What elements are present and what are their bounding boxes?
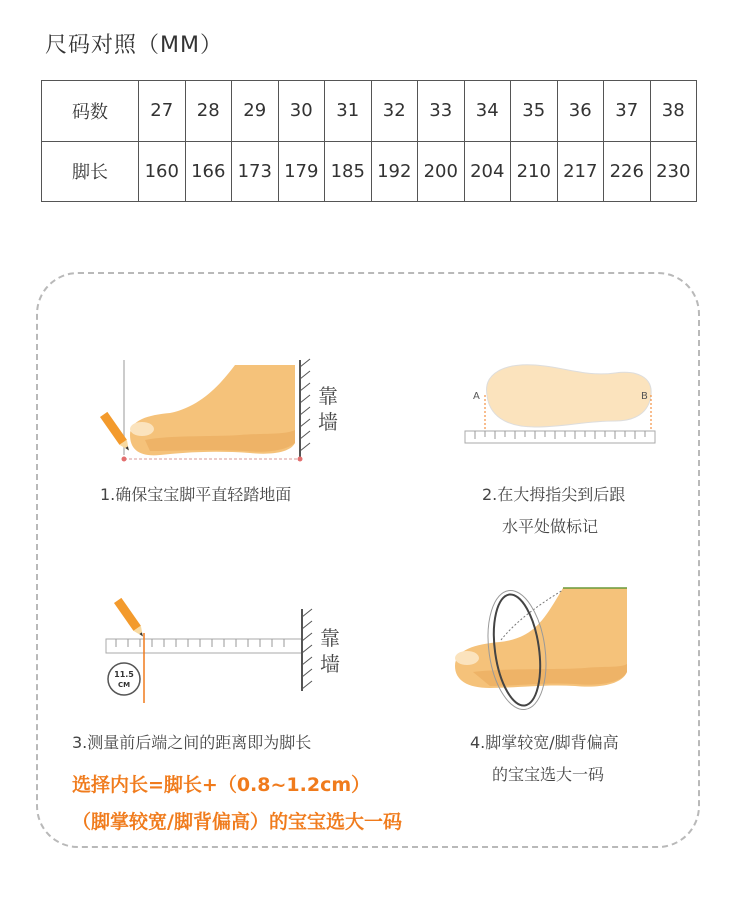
wall-label-bottom: 墙 [318,410,338,434]
length-cell: 210 [511,141,558,202]
point-b-label: B [641,391,648,402]
size-cell: 28 [185,81,232,142]
measure-badge-unit: CM [117,681,131,689]
step4-illustration [445,580,655,700]
step4-text-line1: 4.脚掌较宽/脚背偏高 [470,733,619,752]
size-cell: 36 [557,81,604,142]
length-row-label: 脚长 [42,141,139,202]
length-cell: 160 [139,141,186,202]
size-cell: 30 [278,81,325,142]
length-cell: 166 [185,141,232,202]
length-cell: 226 [604,141,651,202]
step3-text: 3.测量前后端之间的距离即为脚长 [72,733,312,752]
length-row [42,141,697,202]
step2-illustration [465,355,665,450]
size-row-label: 码数 [42,81,139,142]
size-cell: 33 [418,81,465,142]
size-cell: 38 [650,81,697,142]
length-cell: 173 [232,141,279,202]
wall-label-top: 靠 [320,626,340,650]
size-cell: 35 [511,81,558,142]
wide-foot-note: （脚掌较宽/脚背偏高）的宝宝选大一码 [72,811,402,833]
measure-badge [108,663,140,695]
length-cell: 217 [557,141,604,202]
measure-badge-value: 11.5 [114,670,134,679]
page-title: 尺码对照（MM） [45,33,223,58]
step1-text: 1.确保宝宝脚平直轻踏地面 [100,485,292,504]
length-cell: 200 [418,141,465,202]
size-cell: 37 [604,81,651,142]
wall-label-top: 靠 [318,384,338,408]
length-cell: 179 [278,141,325,202]
length-cell: 204 [464,141,511,202]
wall-label-bottom: 墙 [320,652,340,676]
pencil-icon [114,598,147,639]
inner-length-note: 选择内长=脚长+（0.8~1.2cm） [72,774,371,796]
point-a-label: A [473,391,480,402]
size-cell: 31 [325,81,372,142]
length-cell: 185 [325,141,372,202]
footprint-shape [487,365,652,427]
size-cell: 34 [464,81,511,142]
size-row [42,81,697,142]
step4-text-line2: 的宝宝选大一码 [492,765,605,784]
step2-text-line1: 2.在大拇指尖到后跟 [482,485,626,504]
length-cell: 230 [650,141,697,202]
pencil-icon [100,412,133,453]
step2-text-line2: 水平处做标记 [502,517,599,536]
ruler [106,639,302,653]
size-cell: 27 [139,81,186,142]
length-cell: 192 [371,141,418,202]
size-cell: 32 [371,81,418,142]
ruler [465,431,655,443]
step3-illustration [100,595,370,705]
step1-illustration [90,355,360,470]
size-cell: 29 [232,81,279,142]
size-chart-table [41,80,697,202]
